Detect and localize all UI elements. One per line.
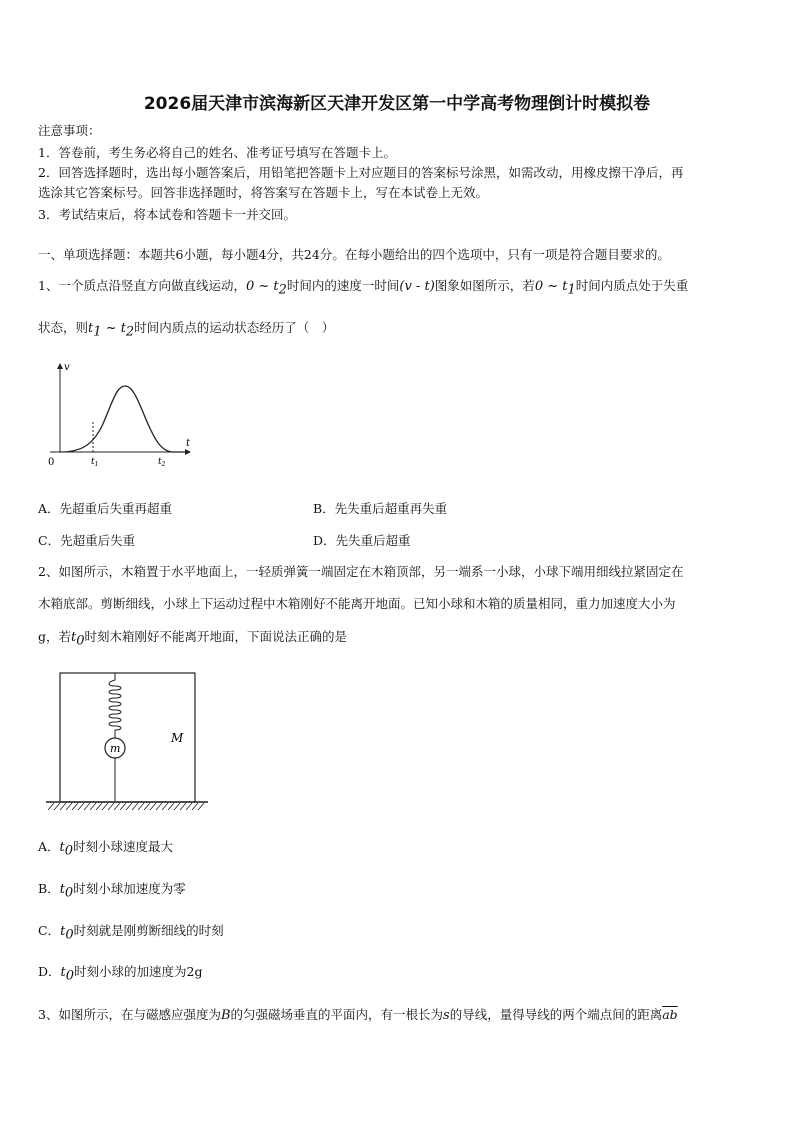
q2-option-a: A．$t_0$时刻小球速度最大 [38,839,174,859]
q1-option-b: B．先失重后超重再失重 [313,501,448,516]
notice-heading: 注意事项： [38,123,101,138]
ground-hatching [48,803,204,810]
t-axis-label: t [186,438,191,449]
v-axis-label: v [64,362,70,373]
question-2-line-2: 木箱底部。剪断细线，小球上下运动过程中木箱刚好不能离开地面。已知小球和木箱的质量相同，重力加速度大小为 [38,596,676,611]
question-1-line-2: 状态，则$t_1$ ~ $t_2$时间内质点的运动状态经历了（ ） [38,320,335,340]
q2-option-c: C．$t_0$时刻就是刚剪断细线的时刻 [38,923,224,943]
q1-option-c: C．先超重后失重 [38,533,136,548]
question-3-line-1: 3、如图所示，在与磁感应强度为B的匀强磁场垂直的平面内，有一根长为s的导线，量得导线的两个端点间的距离$\overline{ab}$ [38,1007,678,1023]
q1-option-a: A．先超重后失重再超重 [38,501,173,516]
q2-option-b: B．$t_0$时刻小球加速度为零 [38,881,186,901]
page-title: 2026届天津市滨海新区天津开发区第一中学高考物理倒计时模拟卷 [143,94,651,114]
spring [109,673,121,738]
notice-item-2: 2．回答选择题时，选出每小题答案后，用铅笔把答题卡上对应题目的答案标号涂黑，如需改动，用橡皮擦干净后，再 [38,165,684,180]
origin-label: 0 [48,457,55,468]
t2-label: $t_2$ [158,457,166,468]
velocity-curve [60,386,190,452]
ball-label: m [110,742,121,755]
box-label: M [171,731,184,745]
question-2-line-3: g，若$t_0$时刻木箱刚好不能离开地面，下面说法正确的是 [38,629,348,649]
section-heading: 一、单项选择题：本题共6小题，每小题4分，共24分。在每小题给出的四个选项中，只有一项是符合题目要求的。 [38,247,670,262]
t1-label: $t_1$ [91,457,99,468]
question-1-line-1: 1、一个质点沿竖直方向做直线运动，0 ~ $t_2$时间内的速度一时间(v - t)图象如图所示，若0 ~ $t_1$时间内质点处于失重 [38,278,689,298]
notice-item-3: 3．考试结束后，将本试卷和答题卡一并交回。 [38,207,296,222]
q1-option-d: D．先失重后超重 [313,533,411,548]
notice-item-1: 1．答卷前，考生务必将自己的姓名、准考证号填写在答题卡上。 [38,145,396,160]
spring-box-figure [44,672,214,817]
question-2-line-1: 2、如图所示，木箱置于水平地面上，一轻质弹簧一端固定在木箱顶部，另一端系一小球，小球下端用细线拉紧固定在 [38,564,684,579]
velocity-time-graph [40,358,200,470]
notice-item-2-cont: 选涂其它答案标号。回答非选择题时，将答案写在答题卡上，写在本试卷上无效。 [38,185,489,200]
q2-option-d: D．$t_0$时刻小球的加速度为2g [38,964,203,984]
